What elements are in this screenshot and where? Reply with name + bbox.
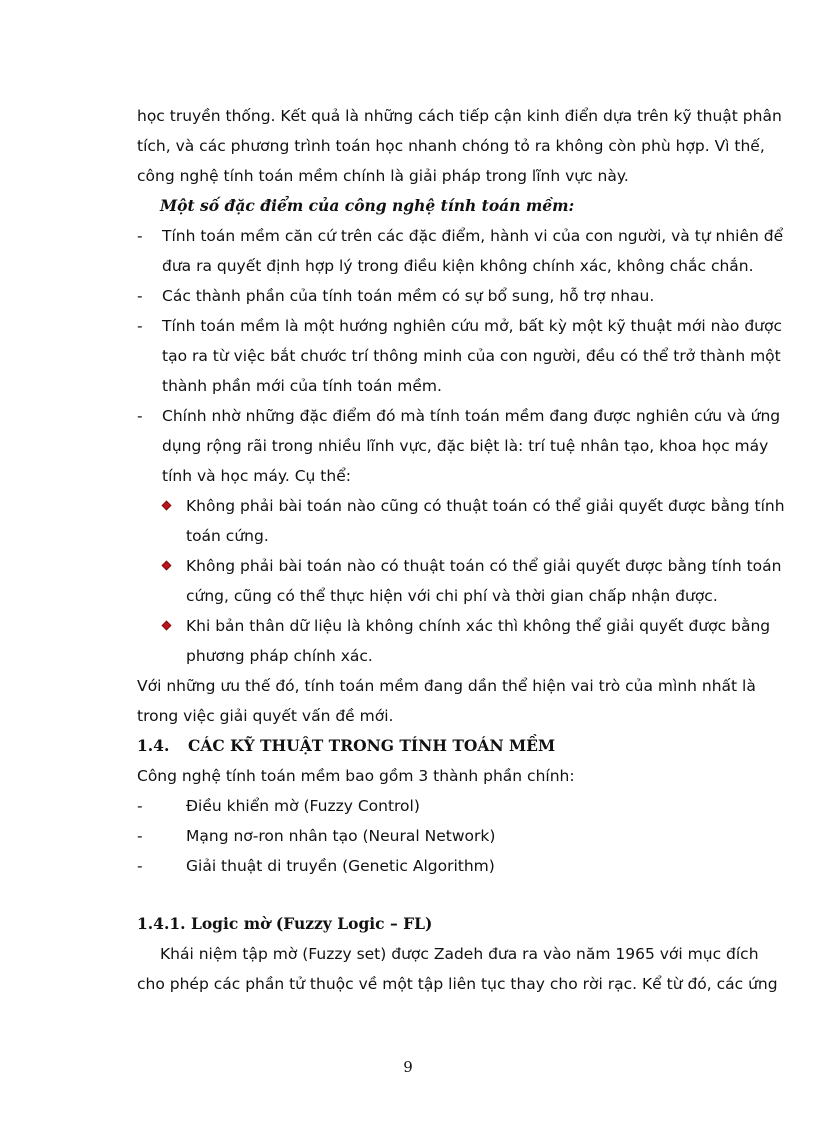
feature-line: tạo ra từ việc bắt chước trí thông minh của con người, đều có thể trở thành một bbox=[162, 347, 781, 365]
dash-marker: - bbox=[137, 227, 143, 245]
subsection-title: 1.4.1. Logic mờ (Fuzzy Logic – FL) bbox=[137, 914, 433, 933]
diamond-bullet-icon bbox=[162, 501, 171, 510]
page-number: 9 bbox=[403, 1058, 413, 1076]
fuzzy-paragraph-line: cho phép các phần tử thuộc về một tập liên tục thay cho rời rạc. Kể từ đó, các ứng bbox=[137, 975, 778, 993]
feature-line: Các thành phần của tính toán mềm có sự bổ sung, hỗ trợ nhau. bbox=[162, 287, 655, 305]
dash-marker: - bbox=[137, 287, 143, 305]
dash-marker: - bbox=[137, 797, 143, 815]
features-heading-suffix: : bbox=[568, 196, 575, 215]
diamond-bullet-icon bbox=[162, 561, 171, 570]
components-intro: Công nghệ tính toán mềm bao gồm 3 thành phần chính: bbox=[137, 767, 575, 785]
intro-line: tích, và các phương trình toán học nhanh chóng tỏ ra không còn phù hợp. Vì thế, bbox=[137, 137, 765, 155]
bullet-line: Không phải bài toán nào cũng có thuật toán có thể giải quyết được bằng tính bbox=[186, 497, 785, 515]
bullet-line: Không phải bài toán nào có thuật toán có thể giải quyết được bằng tính toán bbox=[186, 557, 782, 575]
conclusion-line: trong việc giải quyết vấn đề mới. bbox=[137, 707, 394, 725]
section-number: 1.4. bbox=[137, 736, 170, 755]
bullet-line: phương pháp chính xác. bbox=[186, 647, 373, 665]
dash-marker: - bbox=[137, 407, 143, 425]
bullet-line: toán cứng. bbox=[186, 527, 269, 545]
feature-line: thành phần mới của tính toán mềm. bbox=[162, 377, 442, 395]
component-item: Điều khiển mờ (Fuzzy Control) bbox=[186, 797, 420, 815]
feature-line: đưa ra quyết định hợp lý trong điều kiện không chính xác, không chắc chắn. bbox=[162, 257, 754, 275]
dash-marker: - bbox=[137, 317, 143, 335]
conclusion-line: Với những ưu thế đó, tính toán mềm đang dần thể hiện vai trò của mình nhất là bbox=[137, 677, 756, 695]
diamond-bullet-icon bbox=[162, 621, 171, 630]
feature-line: Chính nhờ những đặc điểm đó mà tính toán mềm đang được nghiên cứu và ứng bbox=[162, 407, 781, 425]
dash-marker: - bbox=[137, 827, 143, 845]
bullet-line: Khi bản thân dữ liệu là không chính xác thì không thể giải quyết được bằng bbox=[186, 617, 771, 635]
component-item: Mạng nơ-ron nhân tạo (Neural Network) bbox=[186, 827, 496, 845]
dash-marker: - bbox=[137, 857, 143, 875]
features-heading bbox=[160, 196, 574, 216]
features-heading-text: Một số đặc điểm của công nghệ tính toán mềm bbox=[160, 196, 569, 215]
feature-line: Tính toán mềm là một hướng nghiên cứu mở, bất kỳ một kỹ thuật mới nào được bbox=[162, 317, 782, 335]
intro-line: công nghệ tính toán mềm chính là giải pháp trong lĩnh vực này. bbox=[137, 167, 629, 185]
intro-line: học truyền thống. Kết quả là những cách tiếp cận kinh điển dựa trên kỹ thuật phân bbox=[137, 107, 782, 125]
bullet-line: cứng, cũng có thể thực hiện với chi phí và thời gian chấp nhận được. bbox=[186, 587, 718, 605]
feature-line: Tính toán mềm căn cứ trên các đặc điểm, hành vi của con người, và tự nhiên để bbox=[162, 227, 784, 245]
feature-line: dụng rộng rãi trong nhiều lĩnh vực, đặc biệt là: trí tuệ nhân tạo, khoa học máy bbox=[162, 437, 769, 455]
feature-line: tính và học máy. Cụ thể: bbox=[162, 467, 351, 485]
component-item: Giải thuật di truyền (Genetic Algorithm) bbox=[186, 857, 495, 875]
section-title: CÁC KỸ THUẬT TRONG TÍNH TOÁN MỀM bbox=[188, 736, 556, 755]
fuzzy-paragraph-line: Khái niệm tập mờ (Fuzzy set) được Zadeh đưa ra vào năm 1965 với mục đích bbox=[160, 945, 759, 963]
